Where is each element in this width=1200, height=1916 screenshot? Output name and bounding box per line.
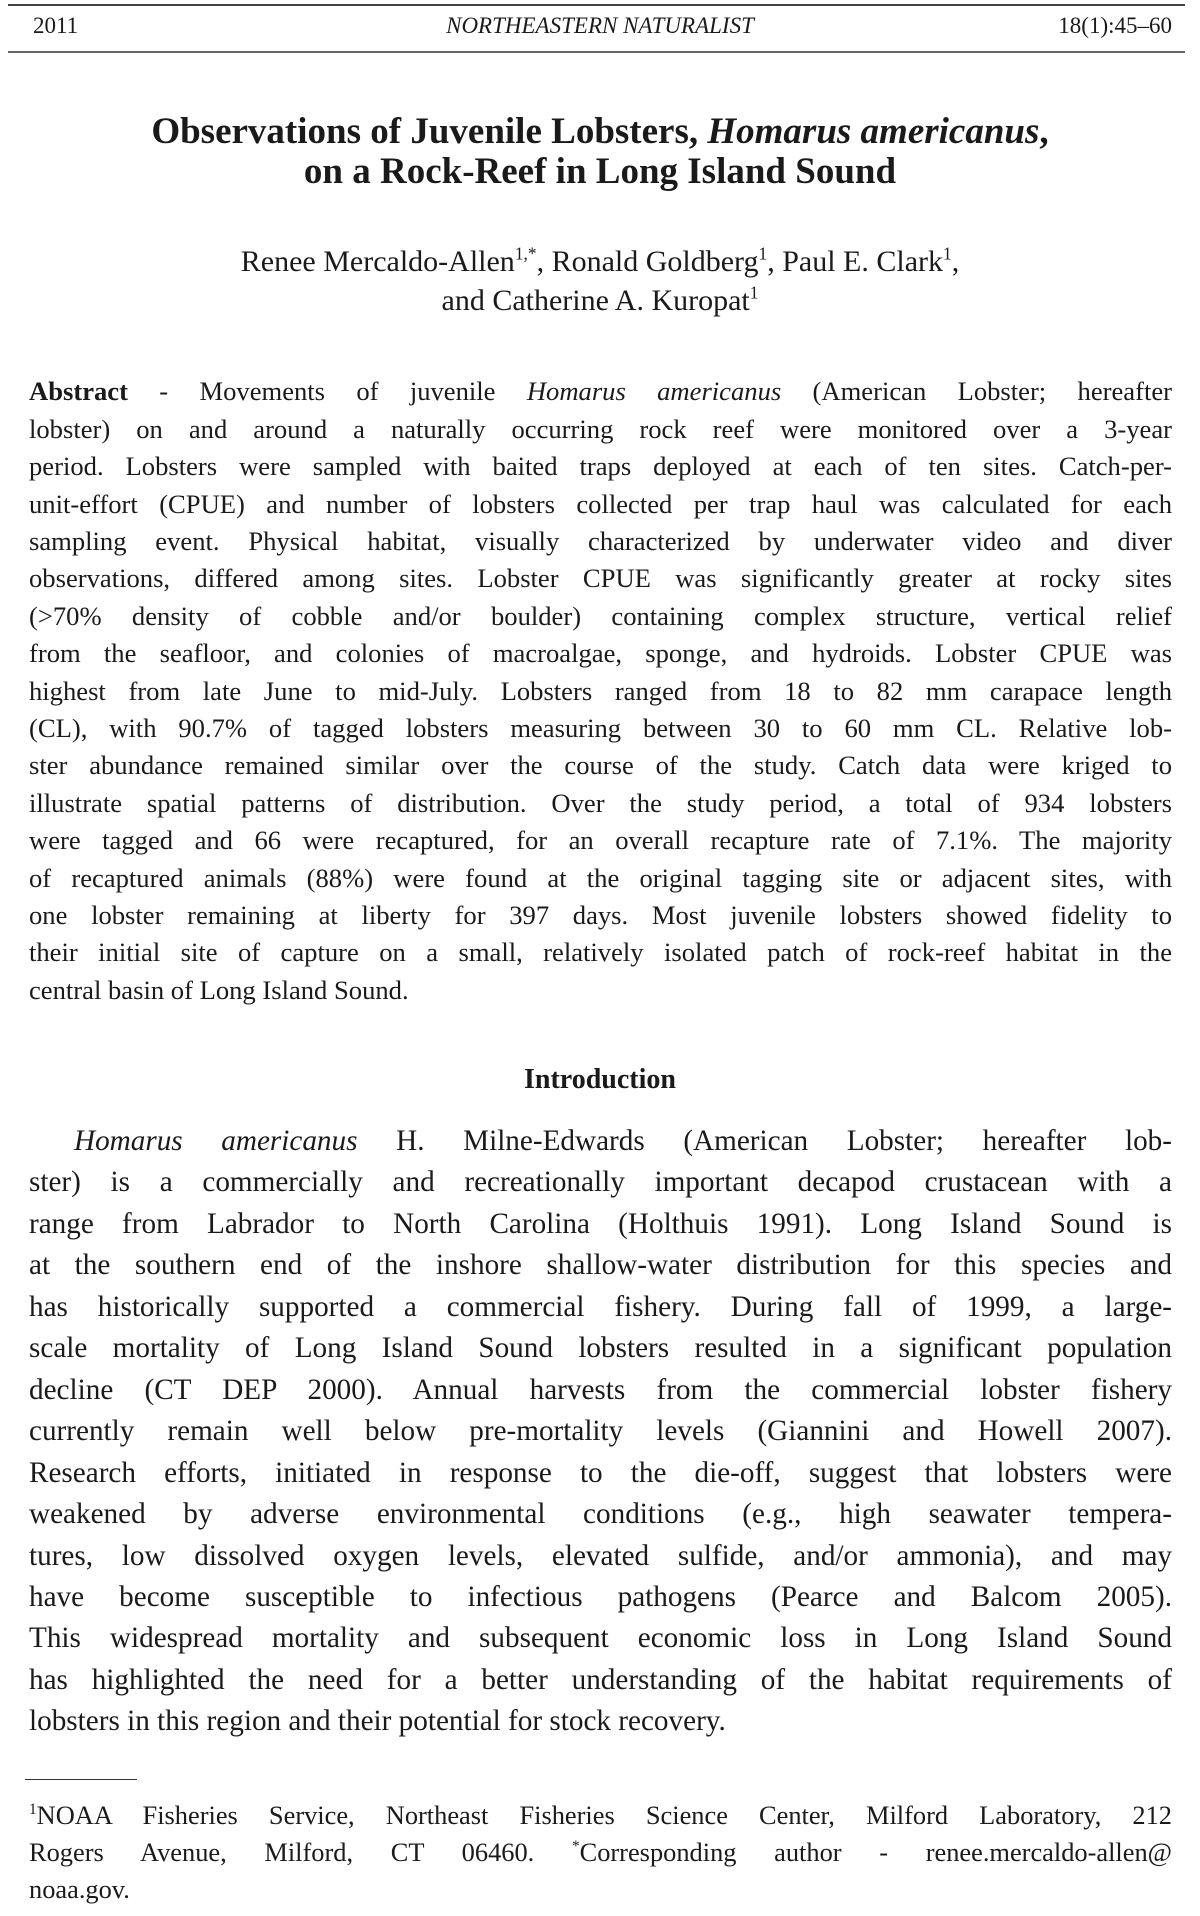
text-run: lobsters in this region and their potential for stock recovery. (29, 1705, 726, 1738)
intro-line (29, 1334, 1172, 1363)
text-run: period. Lobsters were sampled with baited traps deployed at each of ten sites. Catch-per- (29, 451, 1172, 482)
text-run: Observations of Juvenile Lobsters, (151, 111, 708, 153)
abstract-line (29, 862, 1172, 893)
text-run: highest from late June to mid-July. Lobsters ranged from 18 to 82 mm carapace length (29, 675, 1172, 706)
text-run: ster) is a commercially and recreationally important decapod crustacean with a (29, 1166, 1172, 1199)
italic-text: Homarus americanus (526, 376, 782, 407)
text-run: range from Labrador to North Carolina (Holthuis 1991). Long Island Sound is (29, 1207, 1172, 1240)
intro-line (29, 1373, 1172, 1406)
abstract-line (29, 939, 1172, 966)
footnote-line (29, 1799, 1172, 1830)
text-run: have become susceptible to infectious pathogens (Pearce and Balcom 2005). (29, 1580, 1172, 1613)
abstract-line (29, 974, 1172, 1005)
abstract-line (29, 675, 1172, 706)
intro-line (29, 1663, 1172, 1696)
abstract-line (29, 827, 1172, 854)
header-year: 2011 (33, 13, 79, 38)
abstract-line (29, 565, 1172, 592)
text-run: lobster) on and around a naturally occurring rock reef were monitored over a 3-year (29, 413, 1172, 444)
text-run: This widespread mortality and subsequent economic loss in Long Island Sound (29, 1622, 1172, 1655)
abstract-line (29, 378, 1172, 405)
abstract-line (29, 488, 1172, 519)
text-run: Research efforts, initiated in response to the die-off, suggest that lobsters were (29, 1456, 1172, 1489)
abstract-line (29, 525, 1172, 556)
authors-line (0, 283, 1200, 318)
header-bottom-rule (8, 51, 1185, 53)
text-run: illustrate spatial patterns of distribution. Over the study period, a total of 934 lobsters (29, 787, 1172, 818)
footnote-rule (25, 1779, 137, 1780)
text-run: central basin of Long Island Sound. (29, 974, 409, 1005)
text-run: and Catherine A. Kuropat (441, 284, 750, 318)
superscript-marker: 1 (29, 1800, 37, 1818)
text-run: observations, differed among sites. Lobster CPUE was significantly greater at rocky sites (29, 563, 1172, 594)
bold-label: Abstract (29, 376, 128, 407)
footnote-line (29, 1873, 1172, 1904)
authors-line (0, 244, 1200, 279)
intro-line (29, 1290, 1172, 1323)
text-run: ster abundance remained similar over the course of the study. Catch data were kriged to (29, 750, 1172, 781)
text-run: has historically supported a commercial fishery. During fall of 1999, a large- (29, 1290, 1172, 1323)
text-run: tures, low dissolved oxygen levels, elevated sulfide, and/or ammonia), and may (29, 1539, 1172, 1572)
text-run: Corresponding author - renee.mercaldo-allen@ (579, 1836, 1172, 1867)
header-journal-name (0, 14, 1200, 37)
intro-line (29, 1500, 1172, 1529)
superscript-marker: 1 (943, 244, 952, 264)
text-run: , (951, 245, 960, 279)
text-run: , Ronald Goldberg (536, 245, 759, 279)
abstract-line (29, 640, 1172, 667)
italic-text: Homarus americanus (707, 111, 1040, 153)
text-run: , Paul E. Clark (767, 245, 944, 279)
intro-line (29, 1624, 1172, 1653)
text-run: from the seafloor, and colonies of macroalgae, sponge, and hydroids. Lobster CPUE was (29, 638, 1172, 669)
abstract-line (29, 712, 1172, 743)
abstract-line (29, 600, 1172, 631)
intro-line (29, 1207, 1172, 1240)
abstract-line (29, 899, 1172, 930)
intro-line (29, 1580, 1172, 1613)
abstract-line (29, 752, 1172, 779)
text-run: decline (CT DEP 2000). Annual harvests from the commercial lobster fishery (29, 1373, 1172, 1406)
text-run: Rogers Avenue, Milford, CT 06460. (29, 1836, 572, 1867)
text-run: (CL), with 90.7% of tagged lobsters measuring between 30 to 60 mm CL. Relative lob- (29, 712, 1172, 743)
text-run: scale mortality of Long Island Sound lobsters resulted in a significant population (29, 1332, 1172, 1365)
superscript-marker: 1 (749, 283, 759, 303)
superscript-marker: 1 (758, 244, 768, 264)
text-run: currently remain well below pre-mortality levels (Giannini and Howell 2007). (29, 1415, 1172, 1448)
abstract-line (29, 413, 1172, 444)
text-run: NOAA Fisheries Service, Northeast Fisheries Science Center, Milford Laboratory, 212 (36, 1799, 1172, 1830)
section-heading-introduction: Introduction (524, 1064, 676, 1095)
text-run: on a Rock-Reef in Long Island Sound (303, 151, 897, 193)
text-run: were tagged and 66 were recaptured, for an overall recapture rate of 7.1%. The majority (29, 825, 1172, 856)
italic-text: Homarus americanus (74, 1125, 358, 1157)
text-run: (>70% density of cobble and/or boulder) containing complex structure, vertical relief (29, 600, 1172, 631)
text-run: unit-effort (CPUE) and number of lobsters collected per trap haul was calculated for each (29, 488, 1172, 519)
title-line (0, 111, 1200, 153)
text-run: of recaptured animals (88%) were found at the original tagging site or adjacent sites, with (29, 862, 1172, 893)
title-line (0, 151, 1200, 193)
intro-line (29, 1417, 1172, 1446)
text-run: their initial site of capture on a small, relatively isolated patch of rock-reef habitat in the (29, 937, 1172, 968)
intro-line (29, 1707, 1172, 1736)
header-volume-pages: 18(1):45–60 (1058, 13, 1172, 38)
text-run: at the southern end of the inshore shallow-water distribution for this species and (29, 1249, 1172, 1282)
text-run: (American Lobster; hereafter (781, 376, 1172, 407)
text-run: one lobster remaining at liberty for 397 days. Most juvenile lobsters showed fidelity to (29, 899, 1172, 930)
text-run: has highlighted the need for a better understanding of the habitat requirements of (29, 1663, 1172, 1696)
text-run: H. Milne-Edwards (American Lobster; hereafter lob- (357, 1125, 1172, 1157)
text-run: sampling event. Physical habitat, visually characterized by underwater video and diver (29, 525, 1172, 556)
superscript-marker: 1,* (514, 244, 537, 264)
text-run: Renee Mercaldo-Allen (240, 245, 515, 279)
intro-line (29, 1456, 1172, 1489)
intro-line (29, 1539, 1172, 1572)
text-run: - Movements of juvenile (127, 376, 527, 407)
footnote-line (29, 1836, 1172, 1867)
journal-name: NORTHEASTERN NATURALIST (446, 13, 754, 38)
text-run: weakened by adverse environmental conditions (e.g., high seawater tempera- (29, 1498, 1172, 1531)
header-top-rule (8, 4, 1185, 6)
text-run: , (1039, 111, 1049, 153)
abstract-line (29, 453, 1172, 480)
abstract-line (29, 787, 1172, 818)
intro-line (29, 1168, 1172, 1197)
intro-line (29, 1127, 1172, 1156)
superscript-marker: * (571, 1837, 580, 1855)
text-run: noaa.gov. (29, 1873, 130, 1904)
intro-line (29, 1251, 1172, 1280)
